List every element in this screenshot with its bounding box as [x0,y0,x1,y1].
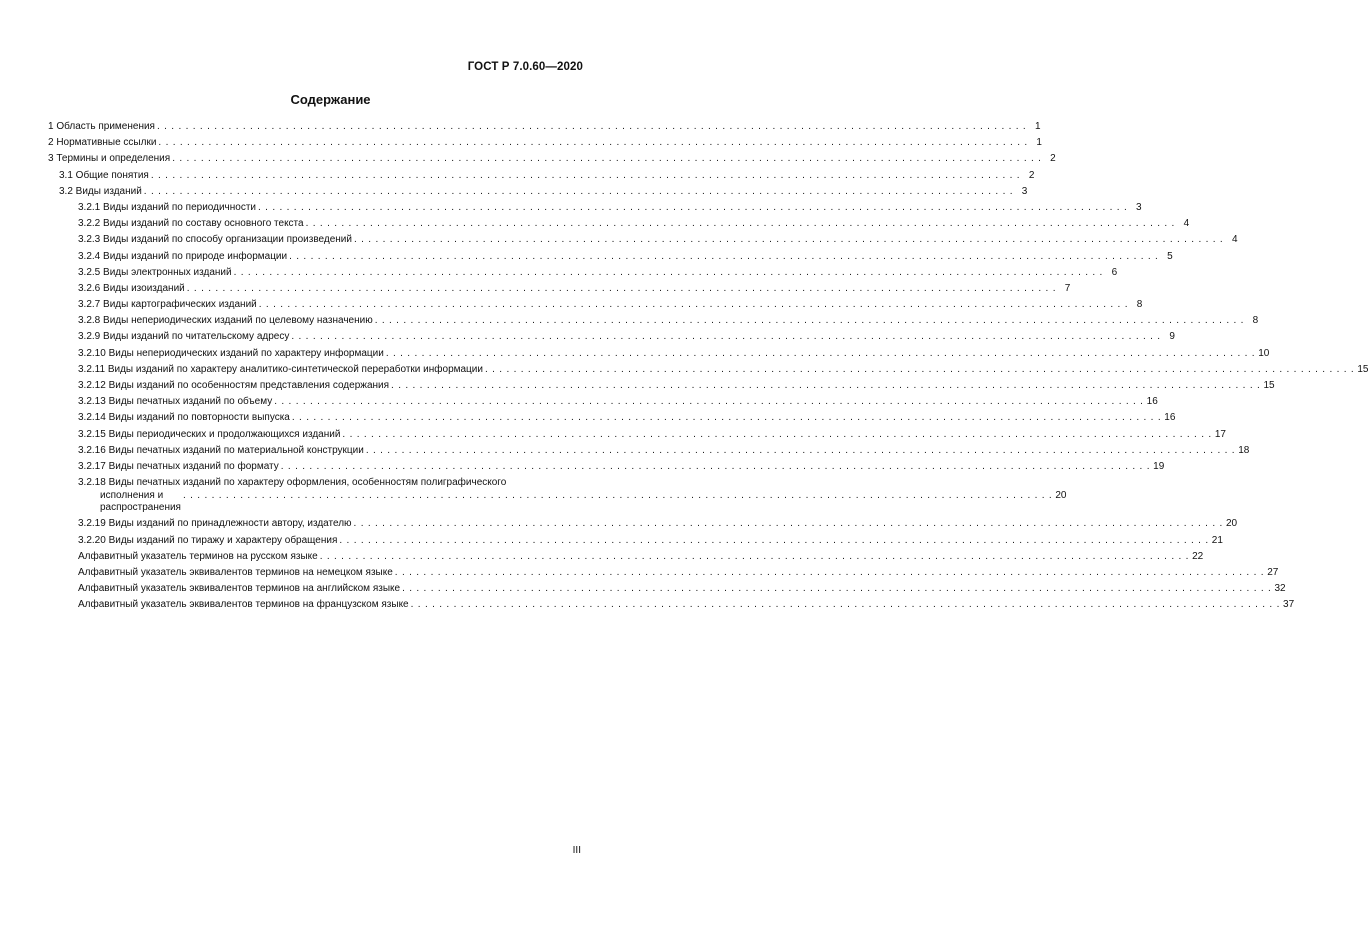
toc-leader-dots [259,299,1129,312]
toc-entry[interactable] [48,534,1223,548]
toc-page-number: 15 [1357,363,1369,375]
toc-entry-text: 3.2.20 Виды изданий по тиражу и характеру обращения [78,534,338,546]
toc-page-number: 3 [1021,185,1028,197]
toc-leader-dots [411,599,1281,612]
toc-entry[interactable] [48,137,1042,150]
toc-entry-text: 3.2.15 Виды периодических и продолжающихся изданий [78,428,341,440]
toc-leader-dots [342,429,1212,442]
toc-page-number: 1 [1034,121,1041,132]
toc-page-number: 32 [1274,583,1286,595]
toc-entry[interactable] [48,518,1238,531]
page-title: Содержание [290,92,371,107]
toc-page-number: 8 [1136,299,1143,311]
toc-leader-dots [187,283,1057,296]
toc-entry-text: 3.2.2 Виды изданий по составу основного текста [78,218,304,230]
toc-leader-dots [339,535,1209,548]
toc-entry-text: 3.1 Общие понятия [59,169,149,181]
table-of-contents [48,121,1369,615]
toc-entry[interactable] [48,266,1118,280]
toc-page-number: 17 [1214,428,1226,440]
toc-entry-text: 3.2 Виды изданий [59,185,142,197]
toc-leader-dots [234,267,1104,280]
page-number: III [572,845,581,856]
toc-entry-text: Алфавитный указатель эквивалентов терминов на немецком языке [78,566,393,578]
toc-leader-dots [306,218,1176,231]
toc-entry[interactable] [48,347,1270,361]
toc-entry[interactable] [48,282,1071,296]
toc-entry[interactable] [48,566,1279,580]
toc-leader-dots [172,153,1042,166]
toc-leader-dots [157,121,1027,134]
toc-page-number: 20 [1225,518,1238,530]
toc-page-number: 19 [1153,460,1165,472]
toc-leader-dots [354,234,1224,247]
toc-leader-dots [386,348,1256,361]
toc-entry-text: 3.2.10 Виды непериодических изданий по характеру информации [78,347,384,359]
toc-leader-dots [320,551,1190,564]
toc-entry[interactable] [48,477,1067,515]
toc-leader-dots [281,461,1151,474]
toc-entry[interactable] [48,331,1175,344]
toc-leader-dots [158,137,1028,150]
toc-entry-text: 3.2.14 Виды изданий по повторности выпуска [78,412,290,424]
toc-leader-dots [183,490,1053,503]
toc-entry[interactable] [48,153,1056,166]
toc-leader-dots [354,518,1224,531]
toc-entry-text: 3.2.18 Виды печатных изданий по характеру оформления, особенностям полиграфического [78,477,507,489]
toc-page-number: 2 [1050,153,1056,165]
toc-entry-text: 3.2.9 Виды изданий по читательскому адресу [78,331,290,343]
toc-leader-dots [402,583,1272,596]
toc-entry-text: Алфавитный указатель эквивалентов терминов на английском языке [78,583,401,595]
toc-entry[interactable] [48,583,1286,596]
toc-page-number: 37 [1283,599,1295,611]
toc-entry-text: 3.2.8 Виды непериодических изданий по целевому назначению [78,315,373,327]
toc-entry[interactable] [48,121,1041,134]
toc-page-number: 9 [1169,331,1175,343]
toc-page-number: 21 [1211,534,1223,546]
toc-page-number: 16 [1164,412,1176,424]
toc-entry[interactable] [48,299,1143,312]
toc-entry-text: 3.2.16 Виды печатных изданий по материальной конструкции [78,444,364,456]
toc-leader-dots [395,567,1265,580]
toc-entry-text: 3.2.12 Виды изданий по особенностям представления содержания [78,380,390,391]
toc-entry[interactable] [48,412,1176,425]
toc-entry-text: 3 Термины и определения [48,153,171,165]
toc-leader-dots [291,331,1161,344]
toc-leader-dots [292,412,1162,425]
toc-page-number: 7 [1064,282,1071,294]
toc-page-number: 15 [1263,380,1275,391]
toc-entry[interactable] [48,234,1238,247]
toc-entry-text: 3.2.6 Виды изоизданий [78,282,185,294]
toc-entry-text: 3.2.3 Виды изданий по способу организации произведений [78,234,352,246]
toc-leader-dots [366,445,1236,458]
toc-entry[interactable] [48,185,1028,199]
toc-page-number: 18 [1238,444,1250,456]
toc-entry[interactable] [48,218,1190,231]
toc-page-number: 6 [1111,266,1118,278]
toc-entry-text: 3.2.11 Виды изданий по характеру аналитико-синтетической переработки информации [78,363,483,375]
toc-entry-text-continued: исполнения и распространения [100,489,181,514]
toc-entry-text: 3.2.13 Виды печатных изданий по объему [78,396,273,408]
toc-entry[interactable] [48,428,1226,442]
toc-entry[interactable] [48,550,1204,564]
toc-page-number: 4 [1183,218,1190,230]
toc-leader-dots [144,186,1014,199]
toc-entry-text: 3.2.1 Виды изданий по периодичности [78,201,256,213]
toc-page-number: 3 [1135,201,1142,213]
toc-page-number: 4 [1231,234,1238,246]
toc-entry-text: 2 Нормативные ссылки [48,137,157,149]
toc-page-number: 20 [1055,489,1067,501]
toc-leader-dots [289,251,1159,264]
toc-leader-dots [151,170,1021,183]
toc-entry[interactable] [48,315,1259,328]
toc-page-number: 5 [1167,250,1173,262]
toc-leader-dots [258,202,1128,215]
standard-header: ГОСТ Р 7.0.60—2020 [467,61,583,73]
toc-entry-text: Алфавитный указатель эквивалентов терминов на французском языке [78,599,409,611]
toc-entry-text: 3.2.17 Виды печатных изданий по формату [78,460,279,472]
toc-entry[interactable] [48,396,1158,409]
toc-entry-text: 3.2.7 Виды картографических изданий [78,299,257,311]
toc-entry-text: Алфавитный указатель терминов на русском языке [78,550,318,562]
toc-entry[interactable] [48,201,1142,215]
toc-page-number: 2 [1028,169,1035,181]
toc-page-number: 22 [1192,550,1204,562]
toc-page-number: 27 [1267,566,1279,578]
toc-leader-dots [274,396,1144,409]
toc-page-number: 1 [1036,137,1042,149]
toc-leader-dots [485,364,1355,377]
toc-entry[interactable] [48,363,1369,377]
toc-entry[interactable] [48,250,1173,264]
toc-entry-text: 3.2.19 Виды изданий по принадлежности автору, издателю [78,518,352,530]
toc-entry[interactable] [48,599,1295,612]
toc-page-number: 16 [1146,396,1158,408]
toc-leader-dots [375,315,1245,328]
toc-entry[interactable] [48,460,1165,474]
toc-leader-dots [391,380,1261,393]
toc-page-number: 10 [1258,347,1270,359]
toc-entry-text: 3.2.5 Виды электронных изданий [78,266,232,278]
toc-entry[interactable] [48,444,1250,458]
toc-entry[interactable] [48,169,1035,183]
toc-entry[interactable] [48,380,1275,393]
toc-entry-text: 1 Область применения [48,121,155,132]
toc-entry-text: 3.2.4 Виды изданий по природе информации [78,250,288,262]
toc-page-number: 8 [1252,315,1259,327]
